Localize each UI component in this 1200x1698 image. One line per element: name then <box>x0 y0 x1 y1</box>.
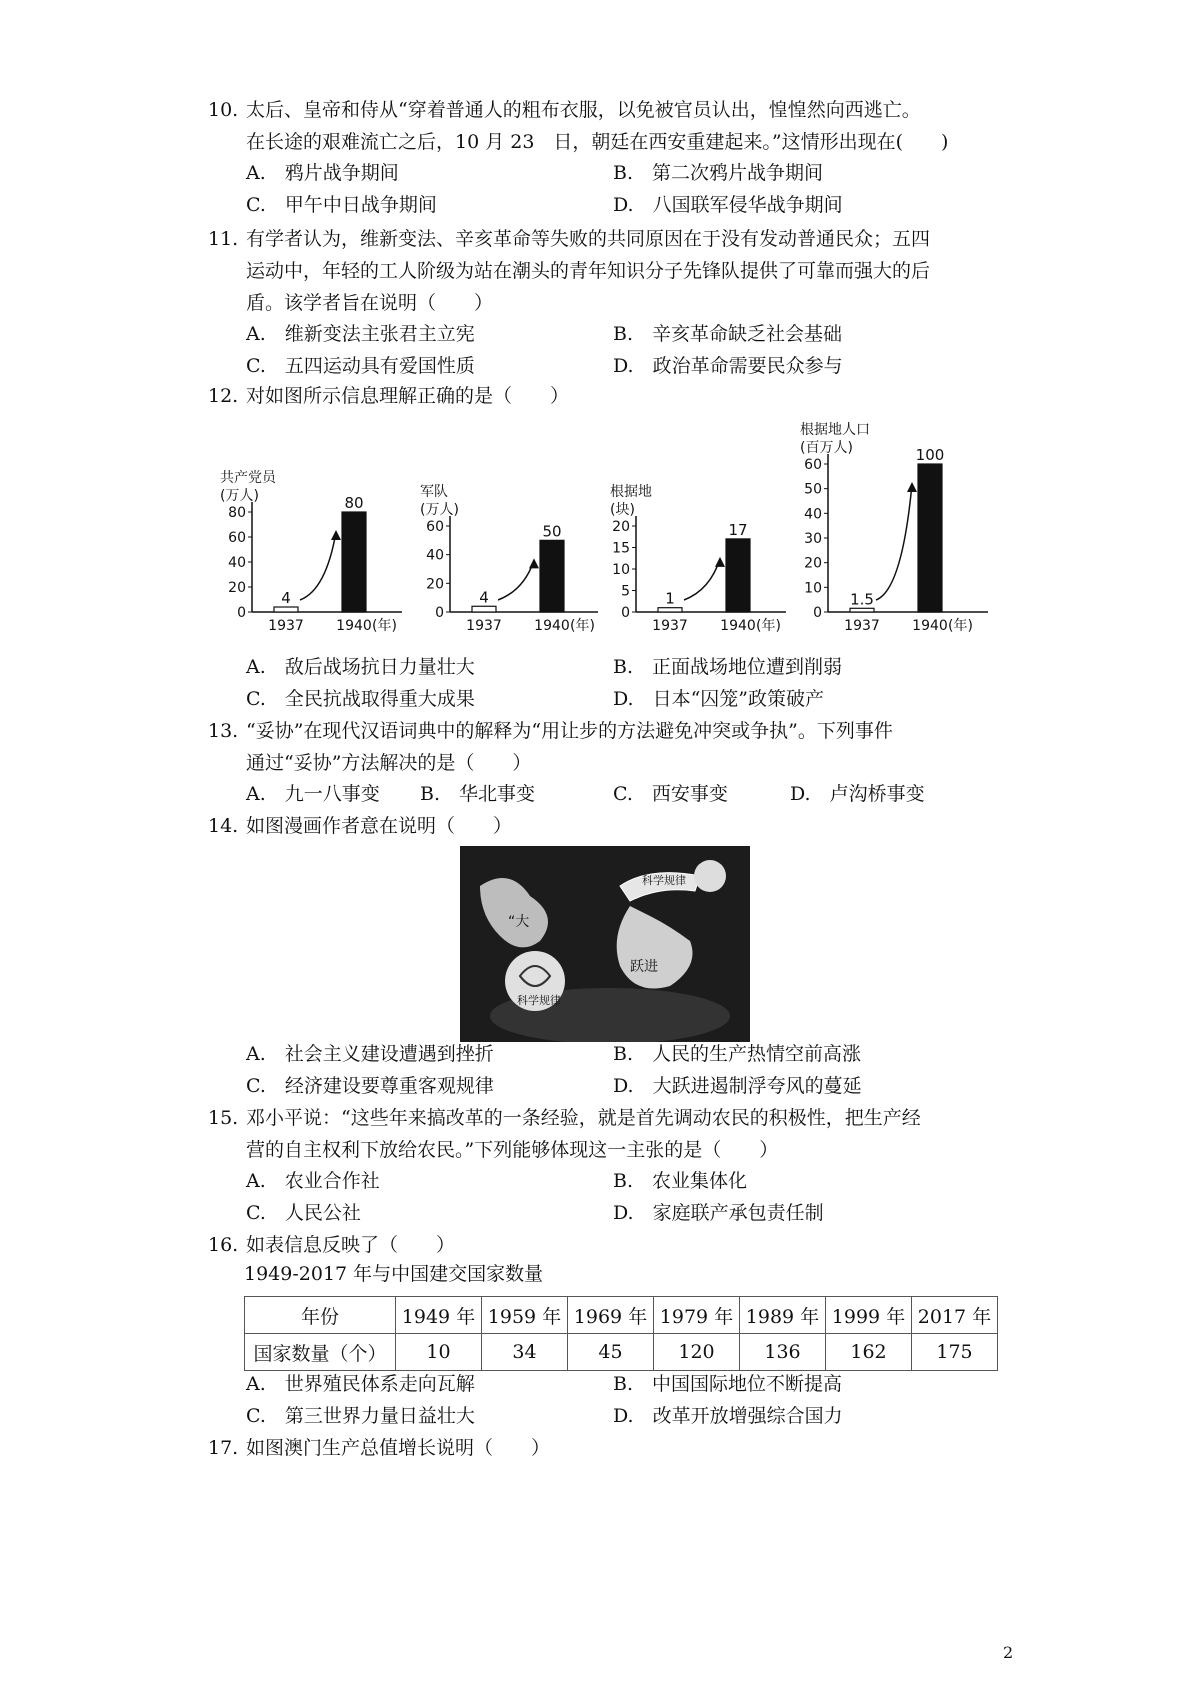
question-number: 17. <box>208 1437 239 1459</box>
x-tick-label: 1937 <box>466 618 502 634</box>
y-tick-label: 15 <box>612 540 630 557</box>
y-tick-label: 50 <box>804 481 822 498</box>
option-C[interactable]: C. 五四运动具有爱国性质 <box>246 355 475 377</box>
question-text-line: “妥协”在现代汉语词典中的解释为“用让步的方法避免冲突或争执”。下列事件 <box>246 720 893 742</box>
table-cell: 175 <box>912 1334 998 1371</box>
bar-1940 <box>918 464 942 612</box>
cartoon-label-1: “大 <box>508 914 530 930</box>
cartoon-label-4: 科学规律 <box>642 874 686 887</box>
bar-1937 <box>850 608 874 612</box>
table-cell: 136 <box>740 1334 826 1371</box>
x-axis-unit: (年) <box>570 618 595 634</box>
table-header-cell: 1979 年 <box>654 1297 740 1334</box>
cartoon-label-2: 跃进 <box>630 959 658 975</box>
bar-value-label: 17 <box>728 520 748 539</box>
bar-1937 <box>472 606 496 612</box>
option-C[interactable]: C. 西安事变 <box>613 783 728 805</box>
growth-arrow-head <box>715 557 725 567</box>
y-tick-label: 60 <box>804 457 822 473</box>
growth-arrow <box>684 559 720 600</box>
x-tick-label: 1940 <box>534 618 570 634</box>
x-axis-unit: (年) <box>948 618 973 634</box>
table-header-cell: 2017 年 <box>912 1297 998 1334</box>
y-tick-label: 40 <box>804 506 822 523</box>
y-tick-label: 10 <box>612 562 630 578</box>
question-text-line: 如表信息反映了（ ） <box>246 1234 456 1256</box>
x-tick-label: 1940 <box>720 618 756 634</box>
question-17 <box>208 1432 1068 1464</box>
table-header-cell: 1949 年 <box>396 1297 482 1334</box>
option-C[interactable]: C. 甲午中日战争期间 <box>246 194 437 216</box>
option-A[interactable]: A. 维新变法主张君主立宪 <box>246 323 475 345</box>
y-axis-label: 根据地 <box>610 484 652 500</box>
option-A[interactable]: A. 九一八事变 <box>246 783 380 805</box>
x-tick-label: 1940 <box>336 618 372 634</box>
bar-value-label: 1 <box>665 589 675 608</box>
bar-value-label: 80 <box>344 494 364 512</box>
table-row <box>245 1334 998 1371</box>
growth-arrow-head <box>529 558 539 568</box>
y-axis-label: (百万人) <box>800 440 853 456</box>
bar-1937 <box>658 608 682 612</box>
chart-army <box>420 460 610 670</box>
question-text-line: 通过“妥协”方法解决的是（ ） <box>246 752 532 774</box>
table-header-cell: 1999 年 <box>826 1297 912 1334</box>
option-D[interactable]: D. 改革开放增强综合国力 <box>613 1405 843 1427</box>
bar-value-label: 1.5 <box>850 590 874 609</box>
question-text-line: 太后、皇帝和侍从“穿着普通人的粗布衣服，以免被官员认出，惶惶然向西逃亡。 <box>246 99 921 121</box>
question-number: 12. <box>208 385 239 407</box>
growth-arrow-head <box>907 482 917 492</box>
y-tick-label: 5 <box>621 583 630 600</box>
x-axis-unit: (年) <box>756 618 781 634</box>
growth-arrow <box>498 560 534 600</box>
x-tick-label: 1937 <box>652 618 688 634</box>
question-number: 14. <box>208 815 239 837</box>
bar-value-label: 100 <box>915 446 945 464</box>
option-C[interactable]: C. 经济建设要尊重客观规律 <box>246 1075 494 1097</box>
table-header-row <box>245 1297 998 1334</box>
question-15 <box>208 1102 1068 1166</box>
bar-1940 <box>540 540 564 612</box>
chart-party-members <box>220 460 420 670</box>
table-header-cell: 1969 年 <box>568 1297 654 1334</box>
y-axis-label: 共产党员 <box>220 470 276 486</box>
table-cell: 国家数量（个） <box>245 1334 396 1371</box>
cartoon-illustration <box>460 846 750 1042</box>
question-14 <box>208 810 1068 842</box>
x-tick-label: 1940 <box>912 618 948 634</box>
option-D[interactable]: D. 卢沟桥事变 <box>790 783 925 805</box>
table-caption: 1949-2017 年与中国建交国家数量 <box>244 1263 544 1285</box>
bar-1940 <box>342 512 366 612</box>
x-tick-label: 1937 <box>844 618 880 634</box>
growth-arrow-head <box>331 530 341 540</box>
option-C[interactable]: C. 第三世界力量日益壮大 <box>246 1405 475 1427</box>
table-header-cell: 1959 年 <box>482 1297 568 1334</box>
question-12 <box>208 380 1068 412</box>
question-number: 16. <box>208 1234 239 1256</box>
y-tick-label: 20 <box>426 576 444 593</box>
option-A[interactable]: A. 鸦片战争期间 <box>246 162 399 184</box>
option-B[interactable]: B. 第二次鸦片战争期间 <box>613 162 824 184</box>
bar-1940 <box>726 539 750 612</box>
question-text-line: 有学者认为，维新变法、辛亥革命等失败的共同原因在于没有发动普通民众；五四 <box>246 228 931 250</box>
option-D[interactable]: D. 家庭联产承包责任制 <box>613 1202 824 1224</box>
y-tick-label: 0 <box>813 605 822 621</box>
question-number: 15. <box>208 1107 239 1129</box>
y-tick-label: 40 <box>426 547 444 564</box>
table-cell: 45 <box>568 1334 654 1371</box>
y-axis-label: (万人) <box>220 488 259 504</box>
option-B[interactable]: B. 华北事变 <box>420 783 536 805</box>
question-number: 11. <box>208 228 239 250</box>
option-B[interactable]: B. 中国国际地位不断提高 <box>613 1373 843 1395</box>
question-text-line: 在长途的艰难流亡之后，10 月 23 日，朝廷在西安重建起来。”这情形出现在( ) <box>246 131 949 153</box>
y-tick-label: 80 <box>228 505 246 521</box>
question-number: 10. <box>208 99 239 121</box>
question-text-line: 对如图所示信息理解正确的是（ ） <box>246 385 570 407</box>
y-axis-label: (块) <box>610 502 635 518</box>
option-D[interactable]: D. 政治革命需要民众参与 <box>613 355 843 377</box>
table-cell: 10 <box>396 1334 482 1371</box>
y-tick-label: 20 <box>804 555 822 572</box>
table-header-cell: 年份 <box>245 1297 396 1334</box>
growth-arrow <box>300 532 336 600</box>
question-text-line: 盾。该学者旨在说明（ ） <box>246 292 494 314</box>
chart-population <box>800 420 1010 670</box>
option-B[interactable]: B. 辛亥革命缺乏社会基础 <box>613 323 843 345</box>
y-tick-label: 20 <box>612 519 630 535</box>
y-axis-label: 军队 <box>420 484 448 500</box>
y-tick-label: 60 <box>228 530 246 546</box>
table-cell: 120 <box>654 1334 740 1371</box>
option-C[interactable]: C. 人民公社 <box>246 1202 361 1224</box>
question-number: 13. <box>208 720 239 742</box>
y-tick-label: 0 <box>435 605 444 621</box>
y-tick-label: 30 <box>804 531 822 547</box>
x-tick-label: 1937 <box>268 618 304 634</box>
bar-value-label: 50 <box>542 522 562 541</box>
y-tick-label: 40 <box>228 555 246 571</box>
option-A[interactable]: A. 社会主义建设遭遇到挫折 <box>246 1043 494 1065</box>
y-tick-label: 0 <box>237 605 246 621</box>
option-A[interactable]: A. 敌后战场抗日力量壮大 <box>246 656 475 678</box>
x-axis-unit: (年) <box>372 618 397 634</box>
question-10 <box>208 94 1068 158</box>
question-text-line: 如图漫画作者意在说明（ ） <box>246 815 513 837</box>
question-13 <box>208 715 1068 779</box>
table-cell: 34 <box>482 1334 568 1371</box>
option-B[interactable]: B. 正面战场地位遭到削弱 <box>613 656 843 678</box>
cartoon-label-3: 科学规律 <box>517 994 561 1007</box>
table-header-cell: 1989 年 <box>740 1297 826 1334</box>
question-text-line: 如图澳门生产总值增长说明（ ） <box>246 1437 551 1459</box>
option-D[interactable]: D. 大跃进遏制浮夸风的蔓延 <box>613 1075 862 1097</box>
y-axis-label: (万人) <box>420 502 459 518</box>
question-text-line: 运动中，年轻的工人阶级为站在潮头的青年知识分子先锋队提供了可靠而强大的后 <box>246 260 931 282</box>
option-D[interactable]: D. 八国联军侵华战争期间 <box>613 194 843 216</box>
option-A[interactable]: A. 世界殖民体系走向瓦解 <box>246 1373 475 1395</box>
page-number: 2 <box>1003 1643 1014 1662</box>
option-C[interactable]: C. 全民抗战取得重大成果 <box>246 688 475 710</box>
y-tick-label: 10 <box>804 580 822 597</box>
question-text-line: 邓小平说：“这些年来搞改革的一条经验，就是首先调动农民的积极性，把生产经 <box>246 1107 921 1129</box>
diplomatic-relations-table <box>244 1296 998 1371</box>
option-A[interactable]: A. 农业合作社 <box>246 1170 380 1192</box>
bar-value-label: 4 <box>479 588 489 607</box>
chart-bases <box>610 460 800 670</box>
bar-value-label: 4 <box>281 589 291 607</box>
growth-arrow <box>876 484 912 600</box>
question-text-line: 营的自主权利下放给农民。”下列能够体现这一主张的是（ ） <box>246 1139 779 1161</box>
option-B[interactable]: B. 农业集体化 <box>613 1170 748 1192</box>
y-axis-label: 根据地人口 <box>800 422 870 438</box>
option-D[interactable]: D. 日本“囚笼”政策破产 <box>613 688 825 710</box>
y-tick-label: 0 <box>621 605 630 621</box>
y-tick-label: 60 <box>426 519 444 535</box>
question-11 <box>208 223 1068 319</box>
table-cell: 162 <box>826 1334 912 1371</box>
option-B[interactable]: B. 人民的生产热情空前高涨 <box>613 1043 862 1065</box>
y-tick-label: 20 <box>228 580 246 596</box>
bar-1937 <box>274 607 298 612</box>
question-16 <box>208 1229 1068 1261</box>
